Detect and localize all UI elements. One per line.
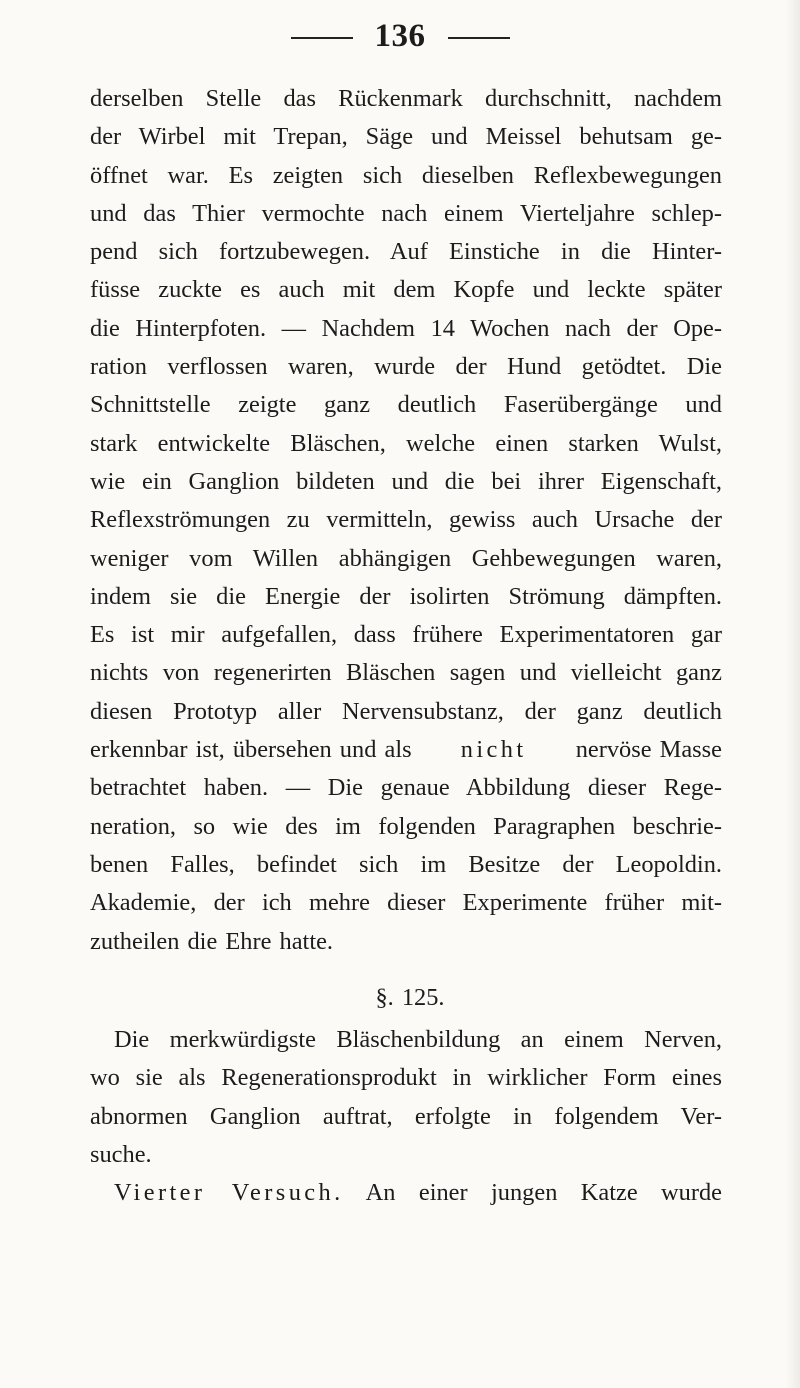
section-heading: §. 125. (375, 983, 445, 1011)
text-line: abnormen Ganglion auftrat, erfolgte in folgendem Ver- (90, 1102, 722, 1130)
text-line: öffnet war. Es zeigten sich dieselben Reflexbewegungen (90, 161, 722, 189)
text-line: weniger vom Willen abhängigen Gehbewegungen waren, (90, 544, 722, 572)
text-line: wo sie als Regenerationsprodukt in wirklicher Form eines (90, 1064, 722, 1092)
right-header-rule (448, 37, 510, 39)
page-header (0, 14, 800, 58)
text-line: der Wirbel mit Trepan, Säge und Meissel behutsam ge- (90, 123, 722, 151)
section-spacer (90, 961, 722, 979)
page-body (90, 80, 722, 1213)
paragraph-3 (90, 1174, 722, 1212)
text-segment: erkennbar ist, übersehen und als (90, 736, 412, 764)
paragraph-1 (90, 80, 722, 961)
text-line: die Hinterpfoten. — Nachdem 14 Wochen nach der Ope- (90, 314, 722, 342)
text-line (90, 1174, 722, 1212)
text-line: ration verflossen waren, wurde der Hund getödtet. Die (90, 353, 722, 381)
text-line: betrachtet haben. — Die genaue Abbildung dieser Rege- (90, 774, 722, 802)
text-segment: nervöse Masse (575, 736, 722, 764)
text-line: und das Thier vermochte nach einem Vierteljahre schlep- (90, 199, 722, 227)
text-line: indem sie die Energie der isolirten Strömung dämpften. (90, 582, 722, 610)
text-line: suche. (90, 1141, 152, 1169)
text-line: stark entwickelte Bläschen, welche einen starken Wulst, (90, 429, 722, 457)
spaced-emphasis: nicht (460, 736, 527, 764)
spaced-emphasis: Vierter Versuch. (114, 1179, 344, 1207)
text-line: füsse zuckte es auch mit dem Kopfe und leckte später (90, 276, 722, 304)
page-number: 136 (374, 17, 426, 54)
text-line-emphasis (90, 731, 722, 769)
text-line: nichts von regenerirten Bläschen sagen und vielleicht ganz (90, 659, 722, 687)
text-line: wie ein Ganglion bildeten und die bei ihrer Eigenschaft, (90, 467, 722, 495)
text-line: derselben Stelle das Rückenmark durchschnitt, nachdem (90, 85, 722, 112)
text-line: Es ist mir aufgefallen, dass frühere Experimentatoren gar (90, 621, 722, 649)
paragraph-2 (90, 1021, 722, 1174)
text-segment: An einer jungen Katze wurde (343, 1179, 722, 1207)
text-line: zutheilen die Ehre hatte. (90, 927, 334, 955)
text-line: diesen Prototyp aller Nervensubstanz, der ganz deutlich (90, 697, 722, 725)
text-line: Akademie, der ich mehre dieser Experimente früher mit- (90, 889, 722, 917)
page-edge (786, 0, 800, 1388)
left-header-rule (291, 37, 353, 39)
text-line: pend sich fortzubewegen. Auf Einstiche in die Hinter- (90, 238, 722, 266)
text-line: Reflexströmungen zu vermitteln, gewiss auch Ursache der (90, 506, 722, 534)
text-line: neration, so wie des im folgenden Paragraphen beschrie- (90, 812, 722, 840)
text-line: benen Falles, befindet sich im Besitze der Leopoldin. (90, 850, 722, 878)
text-line: Schnittstelle zeigte ganz deutlich Faserübergänge und (90, 391, 722, 419)
text-line: Die merkwürdigste Bläschenbildung an einem Nerven, (114, 1026, 722, 1054)
